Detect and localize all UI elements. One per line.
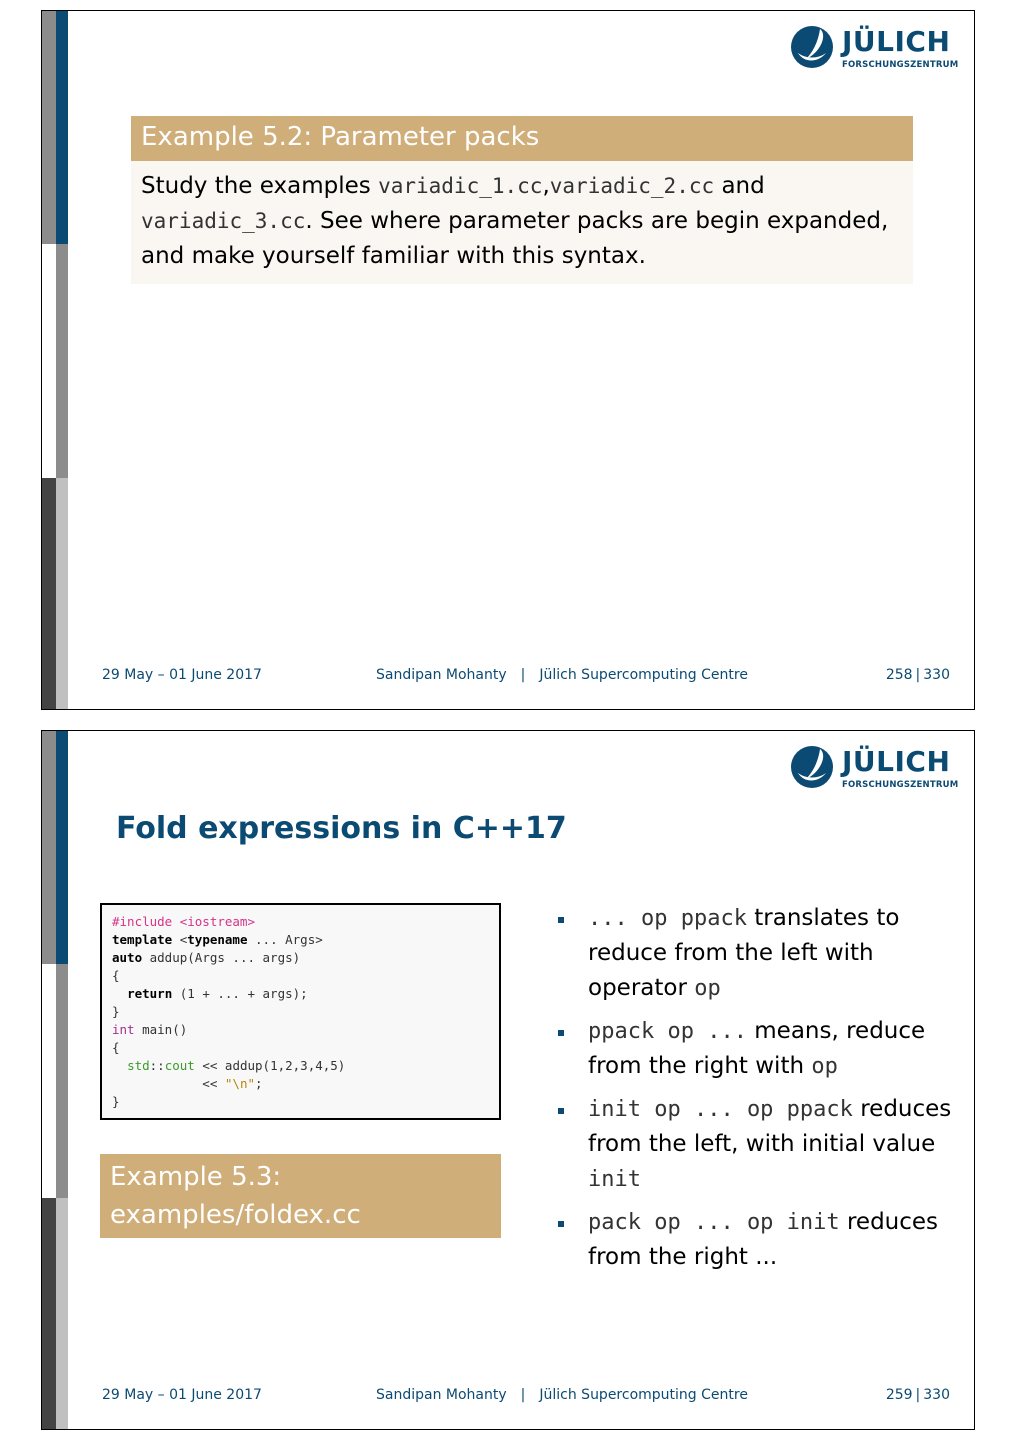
footer-page xyxy=(886,1387,950,1403)
example-box: Example 5.3: examples/foldex.cc xyxy=(100,1154,501,1238)
code-line xyxy=(112,931,489,949)
page-total: 330 xyxy=(923,1387,950,1403)
logo-word: JÜLICH xyxy=(842,745,951,778)
page-number: 258 xyxy=(885,667,913,683)
julich-logo xyxy=(790,23,959,77)
example-text: Study the examples xyxy=(141,173,379,199)
example-text: , xyxy=(542,173,550,199)
side-bar-light xyxy=(56,1198,68,1430)
example-text: . See where parameter packs are begin expanded, and make yourself familiar with this syntax. xyxy=(141,208,889,269)
bullet-item xyxy=(554,901,964,1006)
footer-separator: | xyxy=(520,1387,526,1403)
code-line xyxy=(112,967,489,985)
footer-institute: Jülich Supercomputing Centre xyxy=(539,667,748,683)
side-bar-white xyxy=(42,964,56,1198)
code-line xyxy=(112,913,489,931)
bullet-text: reduces from the left, with initial value xyxy=(588,1096,952,1157)
page-number: 259 xyxy=(885,1387,913,1403)
bullet-code: op xyxy=(811,1054,838,1079)
code-token xyxy=(112,1058,127,1073)
code-token: << addup(1,2,3,4,5) xyxy=(194,1058,346,1073)
bullet-item xyxy=(554,1205,964,1275)
page-total: 330 xyxy=(923,667,950,683)
page-separator: | xyxy=(915,1387,921,1403)
code-token: :: xyxy=(149,1058,165,1073)
bullet-marker xyxy=(558,1030,564,1036)
code-token: { xyxy=(112,968,120,983)
footer-author: Sandipan Mohanty xyxy=(376,667,507,683)
bullet-code: init xyxy=(588,1167,641,1192)
footer-date: 29 May – 01 June 2017 xyxy=(102,1387,262,1403)
bullet-text: translates to reduce from the left with operator xyxy=(588,905,900,1001)
slide-258 xyxy=(41,10,975,710)
julich-logo xyxy=(790,743,959,797)
example-text: and xyxy=(714,173,765,199)
code-token: ... Args> xyxy=(247,932,323,947)
side-bar-grey xyxy=(56,244,68,478)
code-line xyxy=(112,985,489,1003)
code-block xyxy=(100,903,501,1120)
example-code: variadic_2.cc xyxy=(549,174,715,198)
bullet-code: pack op ... op init xyxy=(588,1210,840,1235)
bullet-item xyxy=(554,1092,964,1197)
code-token: return xyxy=(127,986,173,1001)
bullet-code: ppack op ... xyxy=(588,1019,747,1044)
code-token: #include <iostream> xyxy=(112,914,255,929)
logo-sub: FORSCHUNGSZENTRUM xyxy=(842,60,959,70)
bullet-item xyxy=(554,1014,964,1084)
code-token: int xyxy=(112,1022,135,1037)
code-line xyxy=(112,1057,489,1075)
footer-center xyxy=(376,1387,748,1403)
side-bar-light xyxy=(56,478,68,710)
footer-separator: | xyxy=(520,667,526,683)
footer-date: 29 May – 01 June 2017 xyxy=(102,667,262,683)
code-token: main() xyxy=(134,1022,188,1037)
code-line xyxy=(112,1093,489,1111)
code-line xyxy=(112,1003,489,1021)
side-bar-blue xyxy=(56,11,68,244)
example-box xyxy=(131,116,913,284)
bullet-marker xyxy=(558,1221,564,1227)
side-bar-black xyxy=(42,1198,56,1430)
bullet-text: reduces from the right ... xyxy=(588,1209,939,1270)
slide-259 xyxy=(41,730,975,1430)
code-line xyxy=(112,1039,489,1057)
footer-center xyxy=(376,667,748,683)
code-token: } xyxy=(112,1094,120,1109)
bullet-code: op xyxy=(694,976,721,1001)
code-token: ; xyxy=(255,1076,263,1091)
bullet-list xyxy=(554,901,964,1283)
logo-word: JÜLICH xyxy=(842,25,951,58)
code-line xyxy=(112,949,489,967)
example-body xyxy=(131,161,913,284)
footer-author: Sandipan Mohanty xyxy=(376,1387,507,1403)
code-token: addup(Args ... args) xyxy=(142,950,301,965)
side-bar-blue xyxy=(56,731,68,964)
code-token: "\n" xyxy=(224,1076,255,1091)
footer xyxy=(102,667,950,687)
julich-logo-icon xyxy=(790,743,838,791)
side-bar-grey xyxy=(56,964,68,1198)
bullet-marker xyxy=(558,1108,564,1114)
footer-institute: Jülich Supercomputing Centre xyxy=(539,1387,748,1403)
footer xyxy=(102,1387,950,1407)
bullet-marker xyxy=(558,917,564,923)
code-token: << xyxy=(112,1076,225,1091)
code-token: cout xyxy=(164,1058,195,1073)
code-line xyxy=(112,1075,489,1093)
bullet-text: means, reduce from the right with xyxy=(588,1018,926,1079)
code-token: { xyxy=(112,1040,120,1055)
code-token: auto xyxy=(112,950,143,965)
julich-logo-icon xyxy=(790,23,838,71)
example-title: Example 5.2: Parameter packs xyxy=(131,116,913,161)
code-token: typename xyxy=(187,932,248,947)
side-bar-white xyxy=(42,244,56,478)
page-separator: | xyxy=(915,667,921,683)
bullet-code: init op ... op ppack xyxy=(588,1097,853,1122)
side-bar-dark xyxy=(42,11,56,244)
code-token: (1 + ... + args); xyxy=(172,986,308,1001)
footer-page xyxy=(886,667,950,683)
code-token: } xyxy=(112,1004,120,1019)
code-token: std xyxy=(127,1058,150,1073)
code-line xyxy=(112,1021,489,1039)
example-code: variadic_3.cc xyxy=(141,209,306,233)
side-bar-black xyxy=(42,478,56,710)
logo-sub: FORSCHUNGSZENTRUM xyxy=(842,780,959,790)
example-code: variadic_1.cc xyxy=(378,174,543,198)
bullet-code: ... op ppack xyxy=(588,906,747,931)
code-token xyxy=(112,986,127,1001)
slide-title: Fold expressions in C++17 xyxy=(116,811,567,846)
code-token: template xyxy=(112,932,173,947)
side-bar-dark xyxy=(42,731,56,964)
code-token: < xyxy=(172,932,188,947)
